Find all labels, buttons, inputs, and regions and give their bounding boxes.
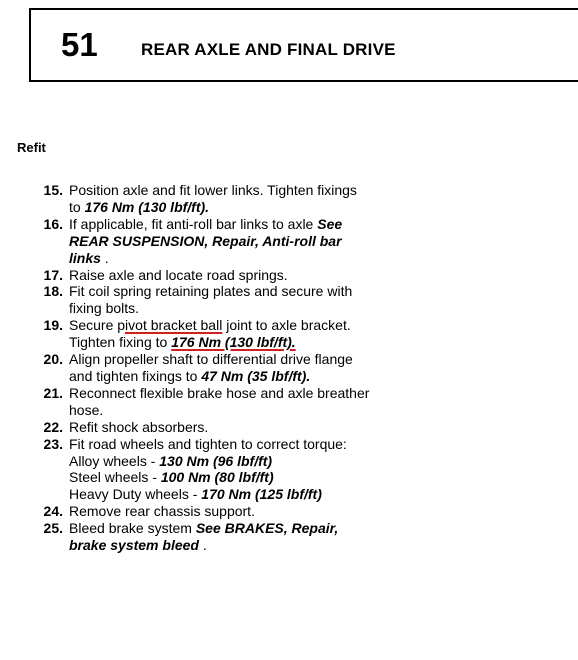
step-text: Position axle and fit lower links. Tighten fixings [69, 182, 357, 198]
step-16 [20, 216, 490, 267]
step-text-line: and tighten fixings to 47 Nm (35 lbf/ft). [69, 367, 311, 384]
step-text: hose. [69, 401, 104, 418]
step-15 [20, 182, 490, 216]
torque-value: 176 Nm (130 lbf/ft). [84, 198, 210, 215]
step-text-line: Tighten fixing to 176 Nm (130 lbf/ft). [69, 334, 296, 351]
step-text-line: Steel wheels - 100 Nm (80 lbf/ft) [69, 469, 274, 486]
step-22 [20, 419, 490, 436]
step-number: 17. [43, 266, 63, 283]
step-text: Remove rear chassis support. [69, 503, 255, 520]
step-17 [20, 267, 490, 284]
highlighted-text: ivot bracket ball [125, 317, 223, 334]
torque-value: 170 Nm (125 lbf/ft) [201, 486, 322, 503]
section-heading: Refit [17, 140, 46, 155]
step-text-line: Bleed brake system See BRAKES, Repair, [69, 520, 339, 537]
cross-reference[interactable]: brake system bleed [69, 537, 199, 554]
step-19 [20, 317, 490, 351]
cross-reference[interactable]: See [317, 215, 343, 232]
step-number: 18. [43, 283, 63, 300]
step-text: fixing bolts. [69, 300, 140, 317]
step-number: 21. [43, 384, 63, 401]
torque-value: 100 Nm (80 lbf/ft) [160, 469, 274, 486]
step-text: Refit shock absorbers. [69, 418, 209, 435]
step-number: 24. [43, 503, 63, 520]
step-text: Reconnect flexible brake hose and axle breather [69, 384, 370, 401]
step-24 [20, 503, 490, 520]
step-number: 25. [43, 520, 63, 537]
step-text: Align propeller shaft to differential drive flange [69, 351, 353, 368]
torque-value: 176 Nm (130 lbf/ft). [171, 334, 296, 351]
procedure-steps [20, 182, 490, 554]
step-text: Fit coil spring retaining plates and secure with [69, 283, 353, 300]
step-23 [20, 436, 490, 504]
chapter-title: REAR AXLE AND FINAL DRIVE [141, 40, 396, 59]
step-text-line: links . [69, 249, 109, 266]
chapter-header-box [29, 8, 578, 82]
step-21 [20, 385, 490, 419]
step-text-line: brake system bleed . [69, 537, 207, 554]
step-text-line: Secure pivot bracket ball joint to axle bracket. [69, 317, 351, 334]
step-text: Raise axle and locate road springs. [69, 266, 288, 283]
step-text-line: to 176 Nm (130 lbf/ft). [69, 198, 210, 215]
cross-reference[interactable]: REAR SUSPENSION, Repair, Anti-roll bar [69, 232, 342, 249]
step-18 [20, 283, 490, 317]
step-text-line: Alloy wheels - 130 Nm (96 lbf/ft) [69, 452, 273, 469]
step-20 [20, 351, 490, 385]
step-text-line: Heavy Duty wheels - 170 Nm (125 lbf/ft) [69, 486, 322, 503]
step-number: 16. [43, 215, 63, 232]
cross-reference[interactable]: See BRAKES, Repair, [195, 520, 339, 537]
step-number: 15. [43, 182, 63, 198]
torque-value: 47 Nm (35 lbf/ft). [201, 367, 311, 384]
step-25 [20, 520, 490, 554]
cross-reference[interactable]: links [69, 249, 101, 266]
step-number: 22. [43, 418, 63, 435]
step-number: 19. [43, 317, 63, 334]
chapter-number: 51 [61, 26, 98, 63]
step-text-line: If applicable, fit anti-roll bar links to axle See [69, 215, 343, 232]
torque-value: 130 Nm (96 lbf/ft) [159, 452, 273, 469]
step-number: 23. [43, 435, 63, 452]
step-text: Fit road wheels and tighten to correct torque: [69, 435, 347, 452]
step-number: 20. [43, 351, 63, 368]
